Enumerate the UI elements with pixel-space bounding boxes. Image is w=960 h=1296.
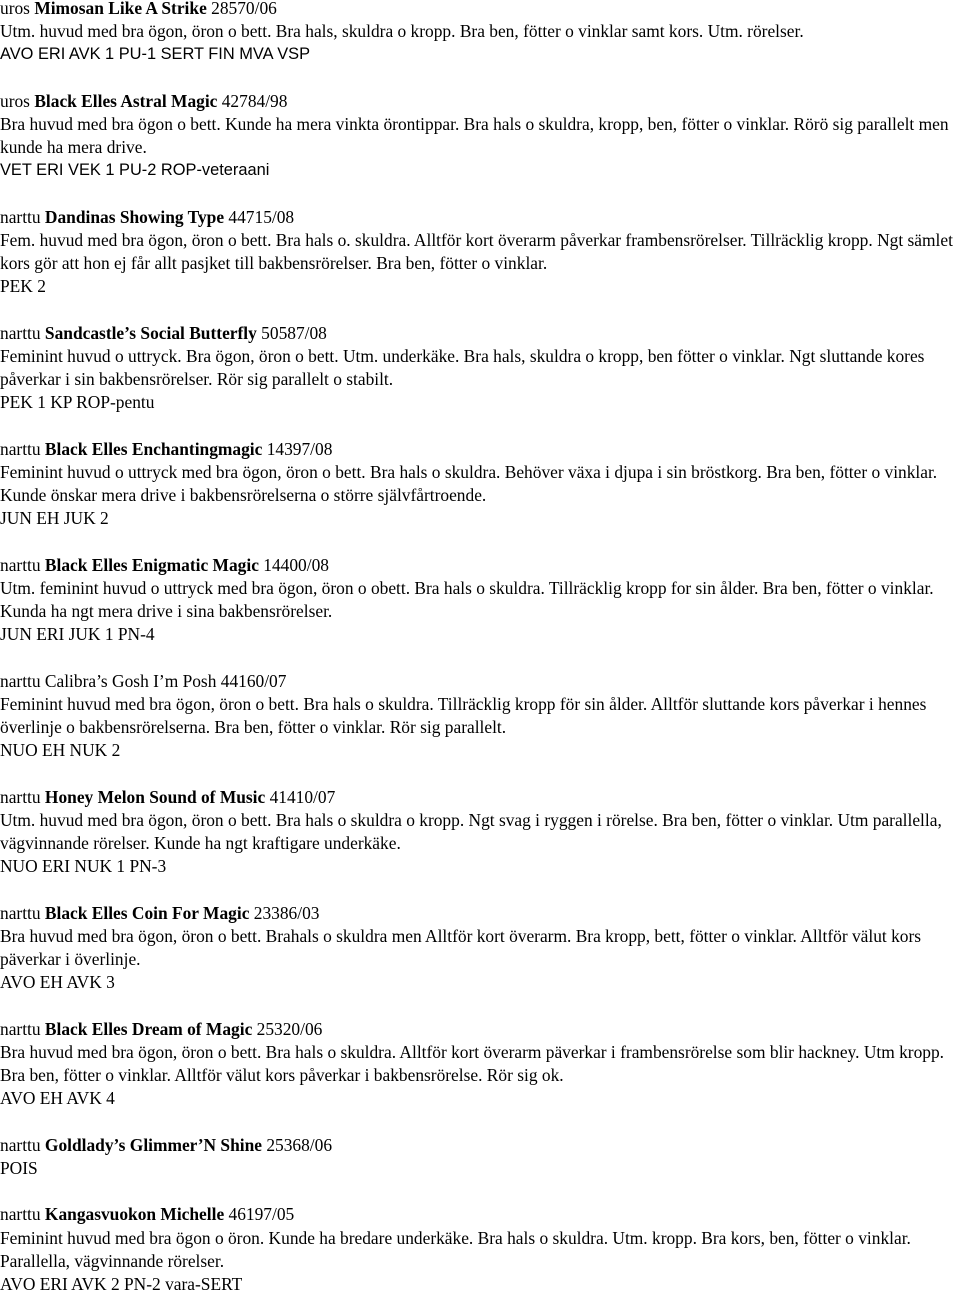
entry-sex-label: narttu [0,1204,45,1225]
critique-text: Bra huvud med bra ögon, öron o bett. Bra hals o skuldra. Alltför kort överarm päverkar i frambensrörelse som blir hackney. Utm kropp. Bra ben, fötter o vinklar. Alltför välut kors påverkar i bakbensrörelse. Rör sig ok. [0,1042,945,1086]
result-line: POIS [0,1158,38,1178]
dog-entry [0,90,958,183]
dog-entry [0,786,958,879]
dog-entry [0,902,958,995]
entry-sex-label: narttu [0,206,45,227]
result-line: JUN ERI JUK 1 PN-4 [0,624,155,645]
registration-number: 41410/07 [265,786,336,807]
entry-sex-label: narttu [0,438,45,459]
entry-sex-label: narttu [0,786,45,807]
entry-heading [0,902,958,925]
entry-heading [0,786,958,809]
dog-entry [0,438,958,531]
dog-entry [0,670,958,763]
result-line: NUO EH NUK 2 [0,740,121,761]
result-line: VET ERI VEK 1 PU-2 ROP-veteraani [0,161,270,180]
dog-name: Kangasvuokon Michelle [44,1204,225,1225]
entry-heading [0,206,958,229]
entry-sex-label: narttu [0,322,45,343]
dog-name: Black Elles Enigmatic Magic [44,554,259,575]
registration-number: 46197/05 [224,1204,295,1225]
result-line: AVO EH AVK 3 [0,972,115,993]
entry-heading [0,1203,958,1226]
entry-heading [0,1018,958,1041]
registration-number: 42784/98 [217,90,288,111]
dog-entry [0,322,958,415]
critique-text: Feminint huvud med bra ögon, öron o bett. Bra hals o skuldra. Tillräcklig kropp för sin ålder. Alltför sluttande kors påverkar i hennes överlinje o bakbensrörelserna. Bra ben, fötter o vinklar. Rör sig parallelt. [0,694,927,738]
critique-text: Utm. huvud med bra ögon, öron o bett. Bra hals o skuldra o kropp. Ngt svag i ryggen i rörelse. Bra ben, fötter o vinklar. Utm parallella, vägvinnande rörelser. Kunde ha ngt kraftigare underkäke. [0,810,942,854]
dog-entry [0,1203,958,1296]
dog-name: Black Elles Dream of Magic [44,1018,253,1039]
result-line: AVO ERI AVK 1 PU-1 SERT FIN MVA VSP [0,45,311,64]
critique-text: Bra huvud med bra ögon o bett. Kunde ha mera vinkta örontippar. Bra hals o skuldra, kropp, ben, fötter o vinklar. Rörö sig parallelt men kunde ha mera drive. [0,114,949,158]
entry-sex-label: narttu Calibra’s Gosh I’m Posh 44160/07 [0,670,287,691]
registration-number: 14400/08 [258,554,329,575]
critique-text: Feminint huvud med bra ögon o öron. Kunde ha bredare underkäke. Bra hals o skuldra. Utm. kropp. Bra kors, ben, fötter o vinklar. Parallella, vägvinnande rörelser. [0,1227,911,1271]
critique-text: Utm. huvud med bra ögon, öron o bett. Bra hals, skuldra o kropp. Bra ben, fötter o vinklar samt kors. Utm. rörelser. [0,21,804,42]
registration-number: 23386/03 [249,902,320,923]
dog-name: Honey Melon Sound of Music [44,786,266,807]
dog-name: Mimosan Like A Strike [34,0,207,18]
result-line: PEK 2 [0,276,46,297]
registration-number: 25368/06 [261,1134,333,1155]
entry-heading [0,322,958,345]
entry-sex-label: narttu [0,902,45,923]
dog-name: Black Elles Coin For Magic [44,902,250,923]
entry-heading [0,438,958,461]
entry-sex-label: narttu [0,1018,45,1039]
entry-heading [0,670,958,693]
entry-heading [0,1134,958,1157]
dog-name: Dandinas Showing Type [44,206,225,227]
entry-heading [0,90,958,113]
critique-text: Fem. huvud med bra ögon, öron o bett. Bra hals o. skuldra. Alltför kort överarm påverkar frambensrörelser. Tillräcklig kropp. Ngt sämlet kors gör att hon ej får allt pasjket till bakbensrörelser. Bra ben, fötter o vinklar. [0,230,953,274]
critique-text: Utm. feminint huvud o uttryck med bra ögon, öron o obett. Bra hals o skuldra. Tillräcklig kropp for sin ålder. Bra ben, fötter o vinklar. Kunda ha ngt mera drive i sina bakbensrörelser. [0,578,934,622]
result-line: PEK 1 KP ROP-pentu [0,392,155,413]
critique-text: Bra huvud med bra ögon, öron o bett. Brahals o skuldra men Alltför kort överarm. Bra kropp, bett, fötter o vinklar. Alltför välut kors päverkar i överlinje. [0,926,922,970]
entry-sex-label: uros [0,90,35,111]
result-line: AVO ERI AVK 2 PN-2 vara-SERT [0,1274,243,1294]
dog-entry [0,206,958,299]
result-line: JUN EH JUK 2 [0,508,109,529]
entry-sex-label: narttu [0,554,45,575]
dog-entry [0,1018,958,1111]
registration-number: 28570/06 [206,0,277,18]
dog-name: Black Elles Enchantingmagic [44,438,263,459]
entry-heading [0,0,958,20]
registration-number: 14397/08 [262,438,333,459]
registration-number: 44715/08 [224,206,295,227]
dog-entry [0,1134,958,1180]
critique-text: Feminint huvud o uttryck med bra ögon, öron o bett. Bra hals o skuldra. Behöver växa i djupa i sin bröstkorg. Bra ben, fötter o vinklar. Kunde önskar mera drive i bakbensrörelserna o större självfårtroende. [0,462,938,506]
registration-number: 25320/06 [252,1018,323,1039]
dog-name: Goldlady’s Glimmer’N Shine [44,1134,262,1155]
result-line: NUO ERI NUK 1 PN-3 [0,856,167,877]
result-line: AVO EH AVK 4 [0,1088,115,1109]
dog-name: Black Elles Astral Magic [34,90,218,111]
dog-name: Sandcastle’s Social Butterfly [44,322,257,343]
entry-sex-label: narttu [0,1134,45,1155]
critique-text: Feminint huvud o uttryck. Bra ögon, öron o bett. Utm. underkäke. Bra hals, skuldra o kropp, ben fötter o vinklar. Ngt sluttande kores påverkar i sin bakbensrörelser. Rör sig parallelt o stabilt. [0,346,925,390]
dog-entry [0,0,958,67]
dog-entry [0,554,958,647]
entry-heading [0,554,958,577]
registration-number: 50587/08 [256,322,327,343]
entry-sex-label: uros [0,0,35,18]
